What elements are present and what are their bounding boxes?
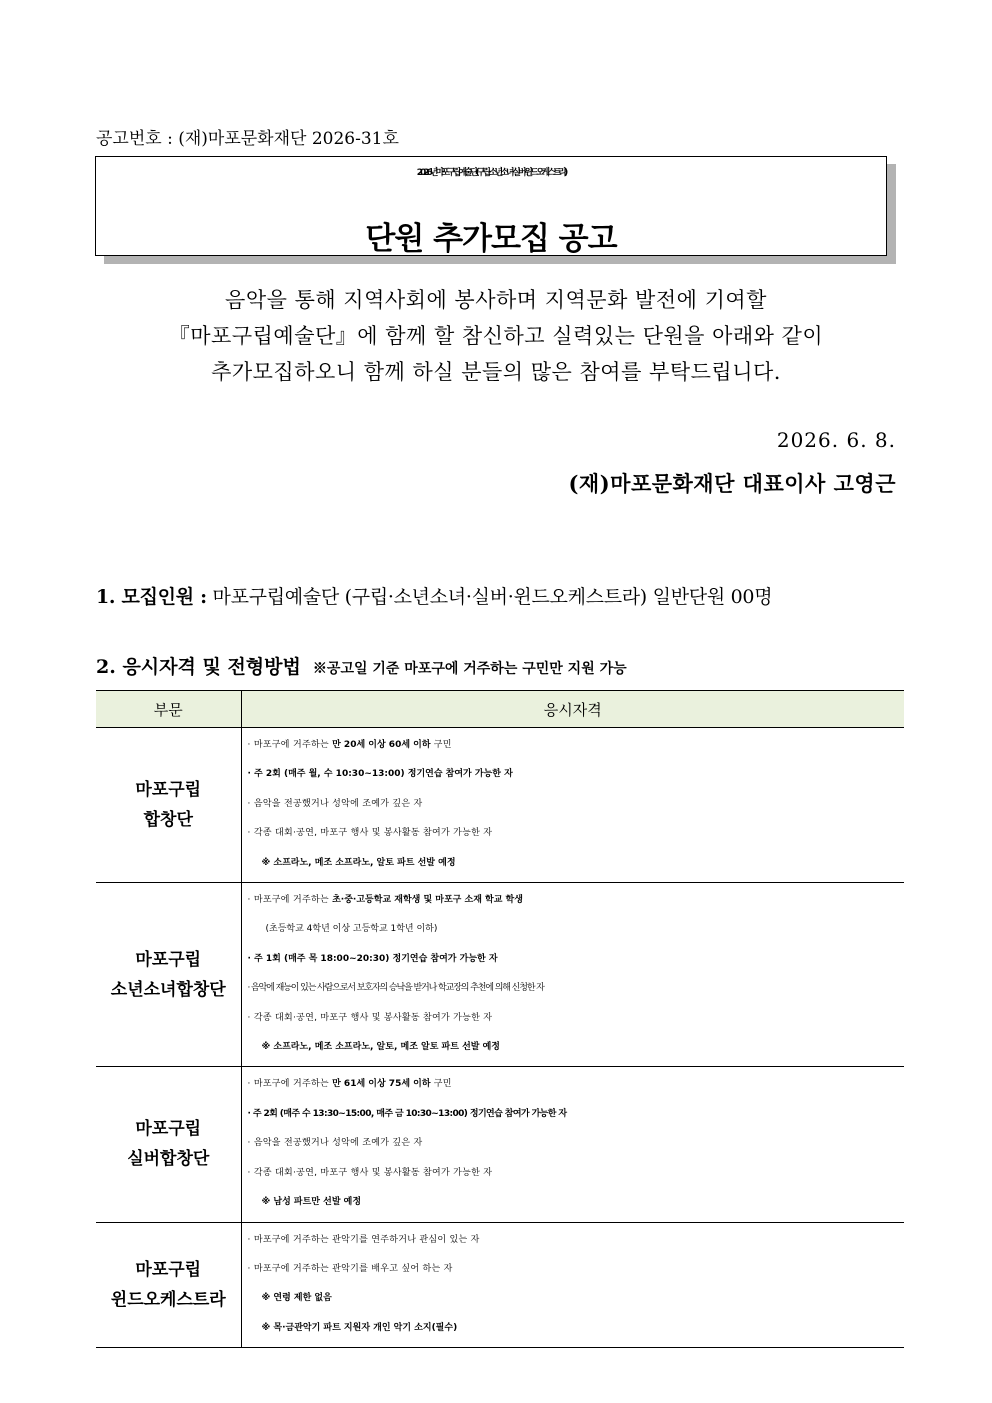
intro-line: 『마포구립예술단』에 함께 할 참신하고 실력있는 단원을 아래와 같이	[168, 324, 824, 348]
section-note: ※공고일 기준 마포구에 거주하는 구민만 지원 가능	[312, 661, 627, 677]
qualification-note: ※ 목·금관악기 파트 지원자 개인 악기 소지(필수)	[261, 1322, 458, 1333]
table-row	[96, 728, 904, 883]
qualification-line	[248, 731, 905, 760]
qualification-line: · 각종 대회·공연, 마포구 행사 및 봉사활동 참여가 가능한 자	[247, 1012, 493, 1023]
qualification-line: · 주 2회 (매주 월, 수 10:30~13:00) 정기연습 참여가 가능한 자	[247, 769, 513, 780]
table-header-row	[96, 691, 904, 728]
qualification-table	[96, 690, 904, 1348]
qualification-line: · 각종 대회·공연, 마포구 행사 및 봉사활동 참여가 가능한 자	[247, 828, 493, 839]
section-text: 마포구립예술단 (구립·소년소녀·실버·윈드오케스트라) 일반단원 00명	[212, 586, 773, 608]
division-line: 마포구립	[135, 1259, 202, 1280]
qualification-line: · 마포구에 거주하는 관악기를 연주하거나 관심이 있는 자	[247, 1234, 480, 1245]
division-line: 소년소녀합창단	[110, 979, 226, 1000]
qualification-line: · 음악을 전공했거나 성악에 조예가 깊은 자	[247, 798, 423, 809]
division-line: 마포구립	[135, 949, 202, 970]
line-text: · 마포구에 거주하는	[247, 895, 333, 906]
division-cell	[96, 728, 241, 883]
qualification-line	[248, 886, 905, 915]
division-line: 실버합창단	[127, 1149, 210, 1170]
section-label: 1. 모집인원 :	[96, 586, 207, 608]
line-text: · 마포구에 거주하는	[247, 740, 333, 750]
announcement-date: 2026. 6. 8.	[776, 428, 896, 452]
section-recruitment-count	[96, 582, 772, 609]
intro-line: 추가모집하오니 함께 하실 분들의 많은 참여를 부탁드립니다.	[211, 360, 781, 384]
qualification-note: ※ 연령 제한 없음	[261, 1293, 332, 1304]
title-line1: 2026년 마포구립예술단 (구립 · 소년소녀 · 실버 · 윈드오케스트라)	[416, 168, 566, 178]
line-text: · 마포구에 거주하는	[247, 1079, 333, 1090]
header-qualification: 응시자격	[241, 691, 904, 728]
line-text: 구민	[430, 1079, 452, 1090]
division-line: 마포구립	[135, 780, 202, 801]
line-emphasis: 초·중·고등학교 재학생 및 마포구 소재 학교 학생	[332, 895, 523, 906]
title-line2: 단원 추가모집 공고	[365, 221, 617, 257]
qualification-cell	[241, 883, 904, 1067]
section-label: 2. 응시자격 및 전형방법	[96, 656, 301, 678]
division-line: 합창단	[143, 810, 193, 831]
title-box	[95, 156, 887, 256]
qualification-line: · 주 2회 (매주 수 13:30~15:00, 매주 금 10:30~13:00) 정기연습 참여가 가능한 자	[247, 1108, 567, 1119]
qualification-line: · 음악을 전공했거나 성악에 조예가 깊은 자	[247, 1138, 423, 1149]
division-cell	[96, 1067, 241, 1222]
intro-paragraph	[96, 282, 896, 390]
qualification-line: (초등학교 4학년 이상 고등학교 1학년 이하)	[265, 924, 438, 935]
qualification-line: · 각종 대회·공연, 마포구 행사 및 봉사활동 참여가 가능한 자	[247, 1167, 493, 1178]
division-cell	[96, 1222, 241, 1348]
table-row	[96, 1222, 904, 1348]
qualification-line: · 주 1회 (매주 목 18:00~20:30) 정기연습 참여가 가능한 자	[247, 953, 498, 964]
section-qualification	[96, 652, 627, 679]
line-text: 구민	[430, 740, 452, 750]
line-emphasis: 만 20세 이상 60세 이하	[332, 740, 431, 750]
qualification-cell	[241, 1222, 904, 1348]
line-emphasis: 만 61세 이상 75세 이하	[332, 1079, 431, 1090]
qualification-cell	[241, 728, 904, 883]
qualification-note: ※ 남성 파트만 선발 예정	[261, 1197, 362, 1208]
table-row	[96, 1067, 904, 1222]
qualification-note: ※ 소프라노, 메조 소프라노, 알토, 메조 알토 파트 선발 예정	[261, 1042, 500, 1053]
signer: (재)마포문화재단 대표이사 고영근	[568, 471, 896, 496]
intro-line: 음악을 통해 지역사회에 봉사하며 지역문화 발전에 기여할	[225, 288, 767, 312]
qualification-note: ※ 소프라노, 메조 소프라노, 알토 파트 선발 예정	[261, 857, 456, 868]
qualification-cell	[241, 1067, 904, 1222]
notice-number: 공고번호 : (재)마포문화재단 2026-31호	[96, 129, 399, 149]
qualification-line: · 음악에 재능이 있는 사람으로서 보호자의 승낙을 받거나 학교장의 추천에 의해 신청한 자	[247, 983, 544, 994]
qualification-line: · 마포구에 거주하는 관악기를 배우고 싶어 하는 자	[247, 1263, 453, 1274]
division-line: 윈드오케스트라	[110, 1289, 226, 1310]
division-line: 마포구립	[135, 1119, 202, 1140]
table-row	[96, 883, 904, 1067]
header-division: 부문	[96, 691, 241, 728]
qualification-line	[248, 1070, 905, 1099]
division-cell	[96, 883, 241, 1067]
